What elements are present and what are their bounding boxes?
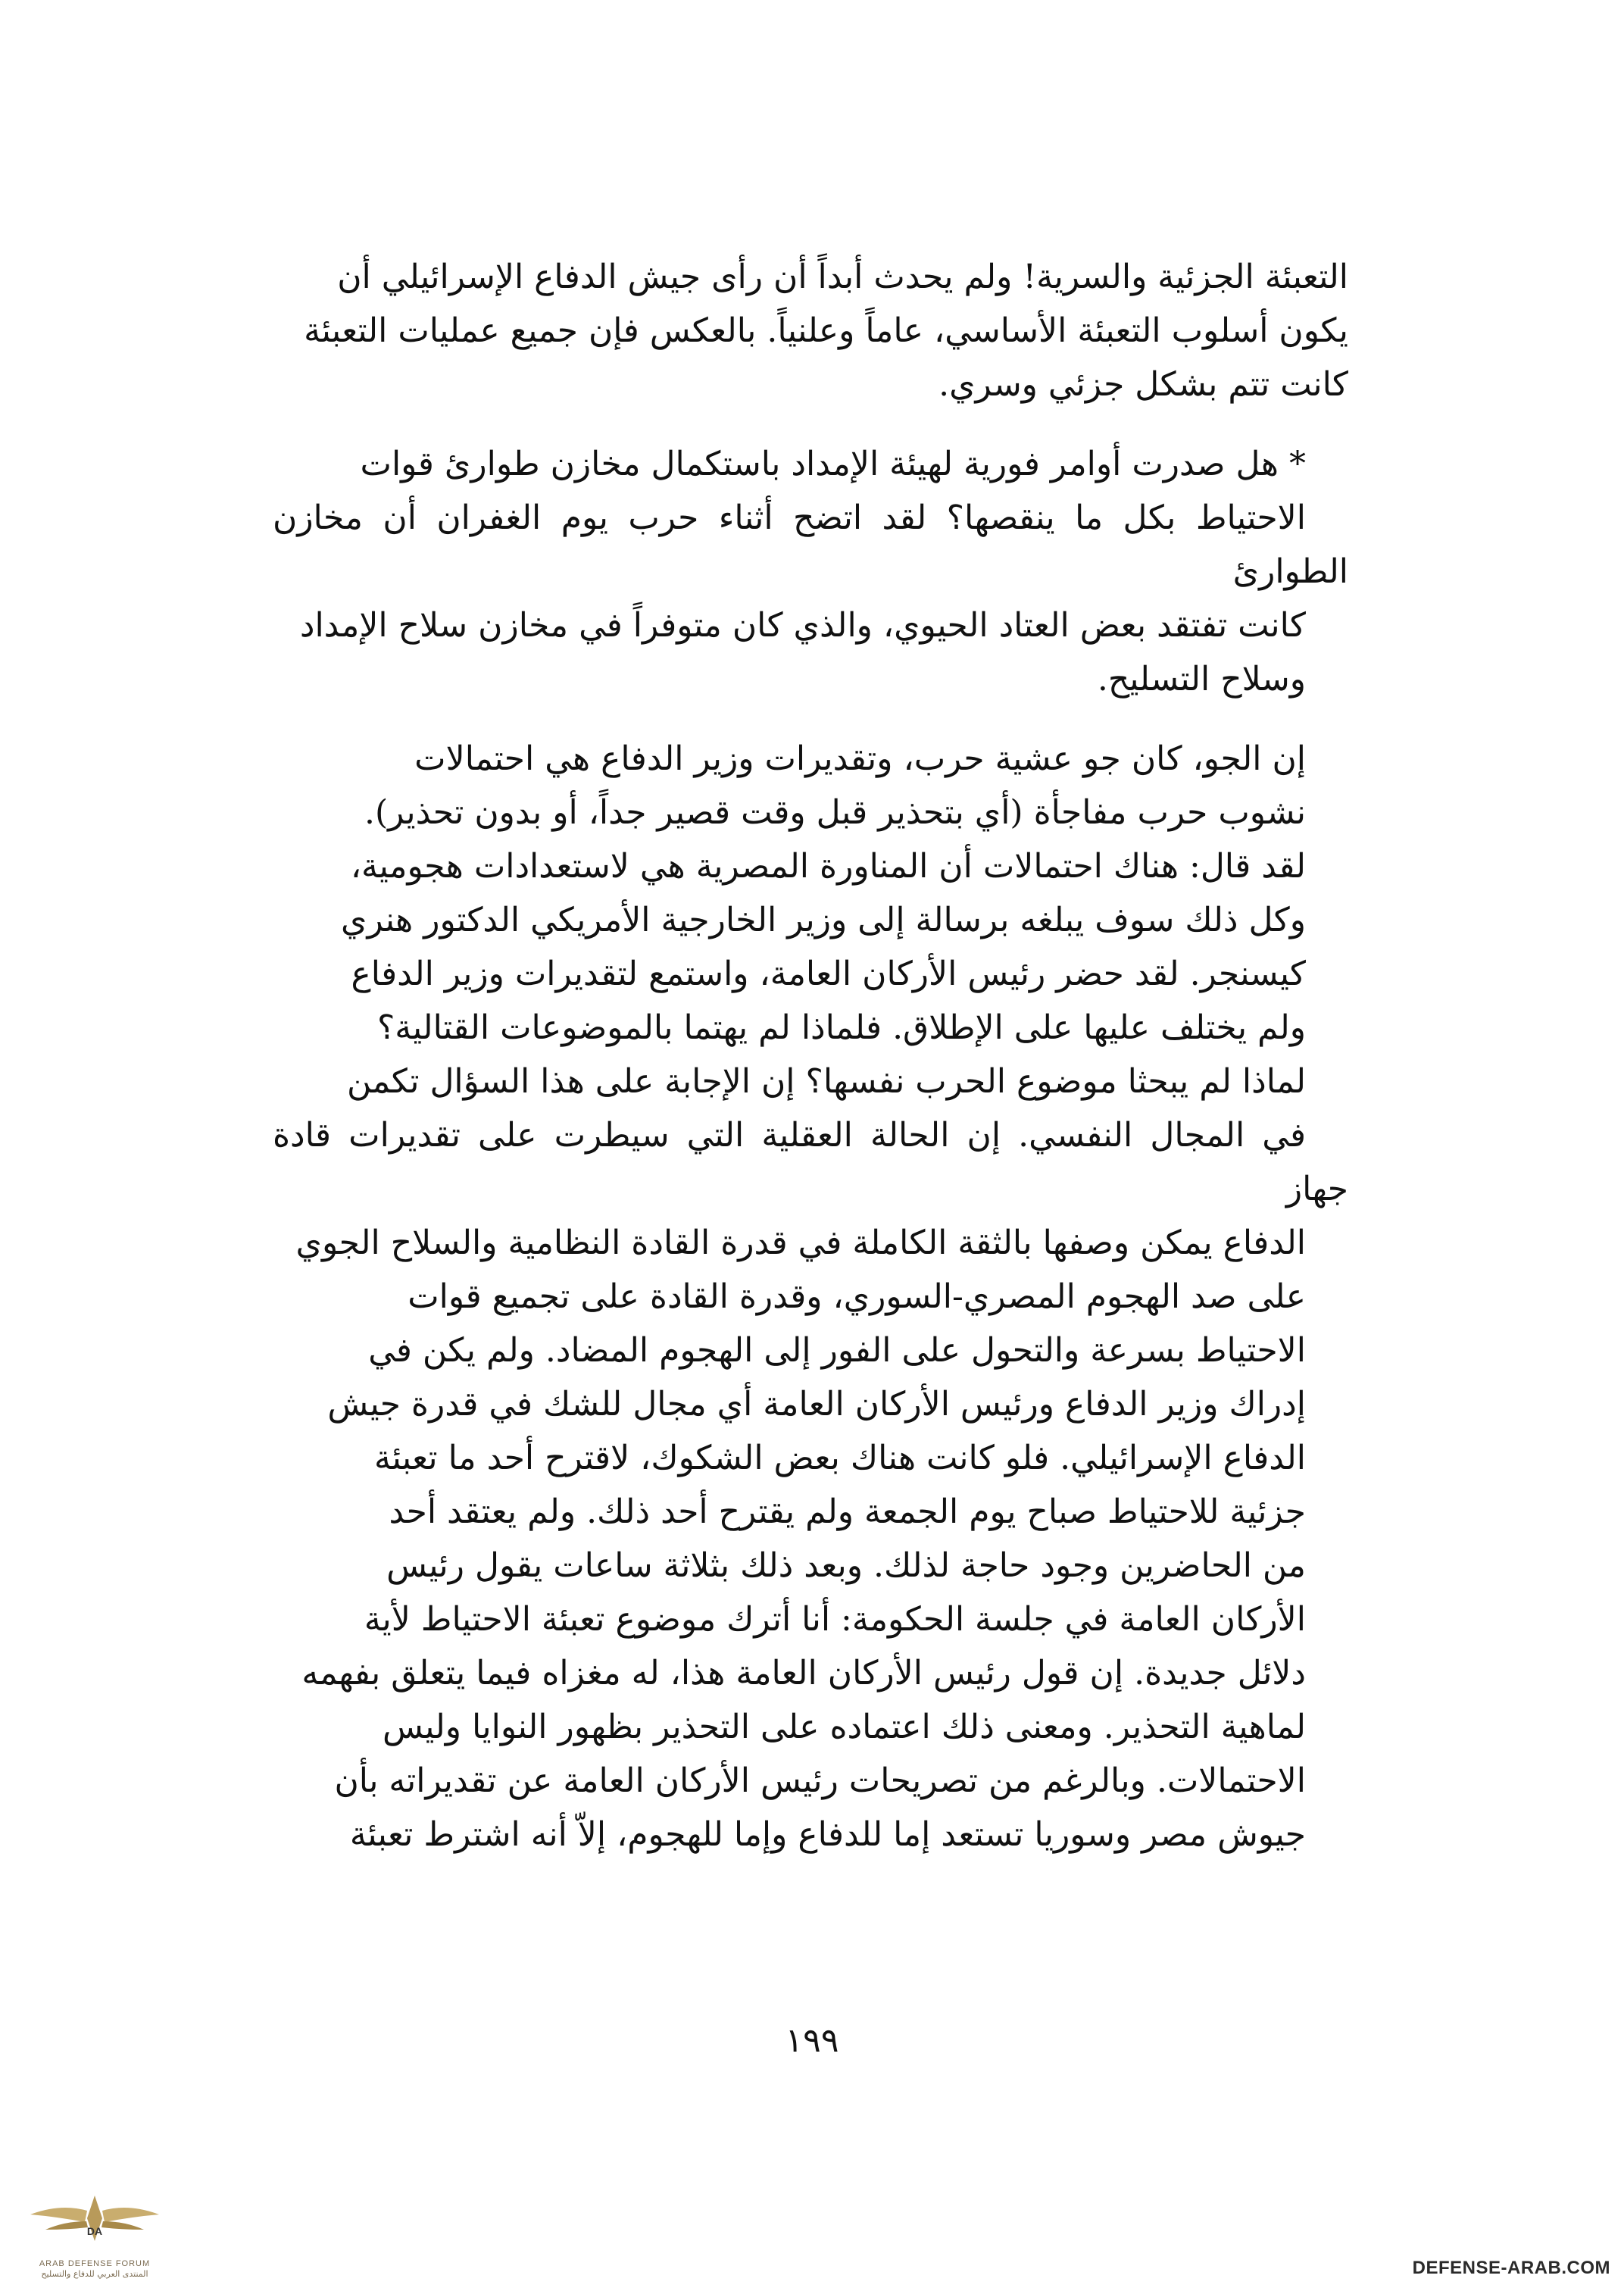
text-line: لماهية التحذير. ومعنى ذلك اعتماده على التحذير بظهور النوايا وليس <box>382 1708 1306 1746</box>
text-line: الأركان العامة في جلسة الحكومة: أنا أترك موضوع تعبئة الاحتياط لأية <box>364 1600 1306 1639</box>
text-line: يكون أسلوب التعبئة الأساسي، عاماً وعلنياً. بالعكس فإن جميع عمليات التعبئة <box>304 311 1348 350</box>
text-line: نشوب حرب مفاجأة (أي بتحذير قبل وقت قصير جداً، أو بدون تحذير). <box>364 793 1306 832</box>
text-line: إن الجو، كان جو عشية حرب، وتقديرات وزير الدفاع هي احتمالات <box>414 739 1306 778</box>
text-line: جيوش مصر وسوريا تستعد إما للدفاع وإما للهجوم، إلاّ أنه اشترط تعبئة <box>349 1815 1306 1854</box>
page-body <box>273 250 1348 1887</box>
text-line: ولم يختلف عليها على الإطلاق. فلماذا لم يهتما بالموضوعات القتالية؟ <box>376 1008 1306 1047</box>
text-line: الدفاع الإسرائيلي. فلو كانت هناك بعض الشكوك، لاقترح أحد ما تعبئة <box>374 1439 1306 1477</box>
text-line: التعبئة الجزئية والسرية! ولم يحدث أبداً أن رأى جيش الدفاع الإسرائيلي أن <box>337 258 1348 296</box>
text-line: على صد الهجوم المصري-السوري، وقدرة القادة على تجميع قوات <box>408 1277 1306 1316</box>
text-line: * هل صدرت أوامر فورية لهيئة الإمداد باستكمال مخازن طوارئ قوات <box>360 445 1306 483</box>
paragraph-2 <box>273 437 1348 706</box>
text-line: إدراك وزير الدفاع ورئيس الأركان العامة أي مجال للشك في قدرة جيش <box>327 1385 1306 1424</box>
text-line: في المجال النفسي. إن الحالة العقلية التي سيطرت على تقديرات قادة جهاز <box>273 1116 1348 1208</box>
text-line: من الحاضرين وجود حاجة لذلك. وبعد ذلك بثلاثة ساعات يقول رئيس <box>386 1546 1306 1585</box>
text-line: وكل ذلك سوف يبلغه برسالة إلى وزير الخارجية الأمريكي الدكتور هنري <box>341 901 1306 939</box>
paragraph-3 <box>273 732 1348 1861</box>
site-watermark: DEFENSE-ARAB.COM <box>1412 2258 1610 2278</box>
forum-logo <box>15 2188 174 2279</box>
text-line: كانت تفتقد بعض العتاد الحيوي، والذي كان متوفراً في مخازن سلاح الإمداد <box>299 606 1306 645</box>
forum-logo-subtext: المنتدى العربي للدفاع والتسليح <box>41 2269 148 2279</box>
svg-text:DA: DA <box>86 2225 103 2237</box>
text-line: الدفاع يمكن وصفها بالثقة الكاملة في قدرة القادة النظامية والسلاح الجوي <box>295 1224 1306 1262</box>
text-line: الاحتمالات. وبالرغم من تصريحات رئيس الأركان العامة عن تقديراته بأن <box>334 1761 1306 1800</box>
text-line: لقد قال: هناك احتمالات أن المناورة المصرية هي لاستعدادات هجومية، <box>350 847 1306 886</box>
text-line: الاحتياط بكل ما ينقصها؟ لقد اتضح أثناء حرب يوم الغفران أن مخازن الطوارئ <box>273 499 1348 591</box>
text-line: دلائل جديدة. إن قول رئيس الأركان العامة هذا، له مغزاه فيما يتعلق بفهمه <box>301 1654 1306 1692</box>
text-line: كانت تتم بشكل جزئي وسري. <box>938 365 1348 404</box>
text-line: الاحتياط بسرعة والتحول على الفور إلى الهجوم المضاد. ولم يكن في <box>368 1331 1306 1370</box>
text-line: كيسنجر. لقد حضر رئيس الأركان العامة، واستمع لتقديرات وزير الدفاع <box>351 955 1306 993</box>
winged-emblem-icon <box>15 2188 174 2256</box>
paragraph-1 <box>273 250 1348 411</box>
text-line: لماذا لم يبحثا موضوع الحرب نفسها؟ إن الإجابة على هذا السؤال تكمن <box>347 1062 1306 1101</box>
forum-logo-text: ARAB DEFENSE FORUM <box>39 2259 151 2268</box>
text-line: جزئية للاحتياط صباح يوم الجمعة ولم يقترح أحد ذلك. ولم يعتقد أحد <box>389 1492 1306 1531</box>
page-number: ١٩٩ <box>785 2021 839 2060</box>
text-line: وسلاح التسليح. <box>1097 660 1306 699</box>
